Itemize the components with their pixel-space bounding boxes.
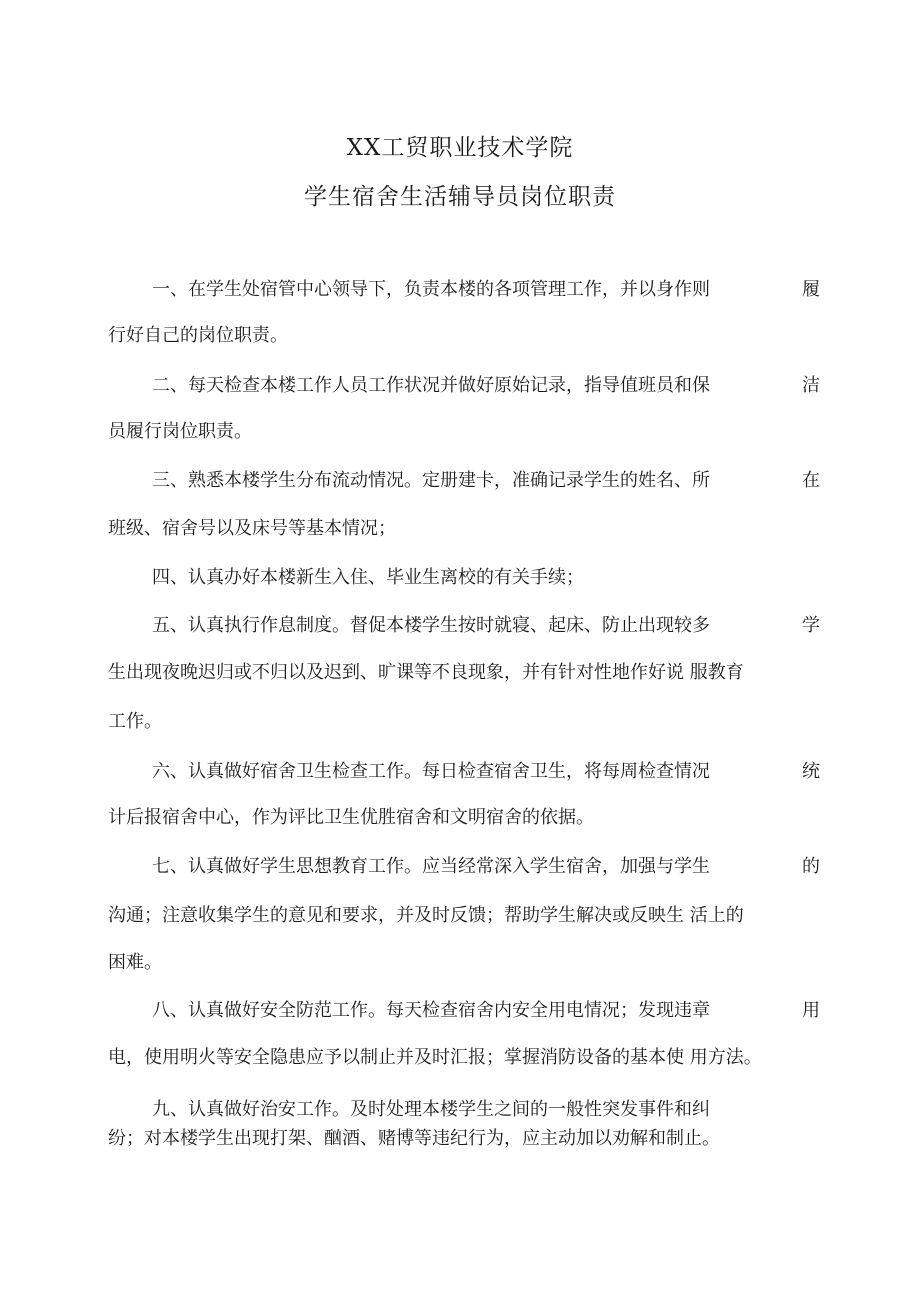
paragraph-8-line-2: 电，使用明火等安全隐患应予以制止并及时汇报；掌握消防设备的基本使 用方法。 xyxy=(108,1047,762,1068)
paragraph-5-line-1: 五、认真执行作息制度。督促本楼学生按时就寝、起床、防止出现较多 学 xyxy=(152,615,820,636)
paragraph-7-line-2: 沟通；注意收集学生的意见和要求，并及时反馈；帮助学生解决或反映生 活上的 xyxy=(108,905,744,926)
paragraph-6-line-1: 六、认真做好宿舍卫生检查工作。每日检查宿舍卫生，将每周检查情况 统 xyxy=(152,761,820,782)
paragraph-3-line-2: 班级、宿舍号以及床号等基本情况； xyxy=(108,518,396,539)
paragraph-5-line-3: 工作。 xyxy=(108,711,162,732)
paragraph-5-line-2: 生出现夜晚迟归或不归以及迟到、旷课等不良现象，并有针对性地作好说 服教育 xyxy=(108,662,744,683)
paragraph-6-line-2: 计后报宿舍中心，作为评比卫生优胜宿舍和文明宿舍的依据。 xyxy=(108,807,594,828)
paragraph-2-line-2: 员履行岗位职责。 xyxy=(108,421,252,442)
document-title-position: 学生宿舍生活辅导员岗位职责 xyxy=(304,184,616,210)
paragraph-9-line-2: 纷；对本楼学生出现打架、酗酒、赌博等违纪行为，应主动加以劝解和制止。 xyxy=(108,1128,720,1149)
paragraph-3-line-1: 三、熟悉本楼学生分布流动情况。定册建卡，准确记录学生的姓名、所 在 xyxy=(152,470,820,491)
paragraph-1-line-1: 一、在学生处宿管中心领导下，负责本楼的各项管理工作，并以身作则 履 xyxy=(152,279,820,300)
paragraph-7-line-3: 困难。 xyxy=(108,952,162,973)
paragraph-1-line-2: 行好自己的岗位职责。 xyxy=(108,325,288,346)
document-title-institution: XX工贸职业技术学院 xyxy=(346,135,574,161)
paragraph-7-line-1: 七、认真做好学生思想教育工作。应当经常深入学生宿舍，加强与学生 的 xyxy=(152,856,820,877)
paragraph-4-line-1: 四、认真办好本楼新生入住、毕业生离校的有关手续； xyxy=(152,567,584,588)
paragraph-2-line-1: 二、每天检查本楼工作人员工作状况并做好原始记录，指导值班员和保 洁 xyxy=(152,375,820,396)
paragraph-8-line-1: 八、认真做好安全防范工作。每天检查宿舍内安全用电情况；发现违章 用 xyxy=(152,1000,820,1021)
paragraph-9-line-1: 九、认真做好治安工作。及时处理本楼学生之间的一般性突发事件和纠 xyxy=(152,1099,710,1120)
